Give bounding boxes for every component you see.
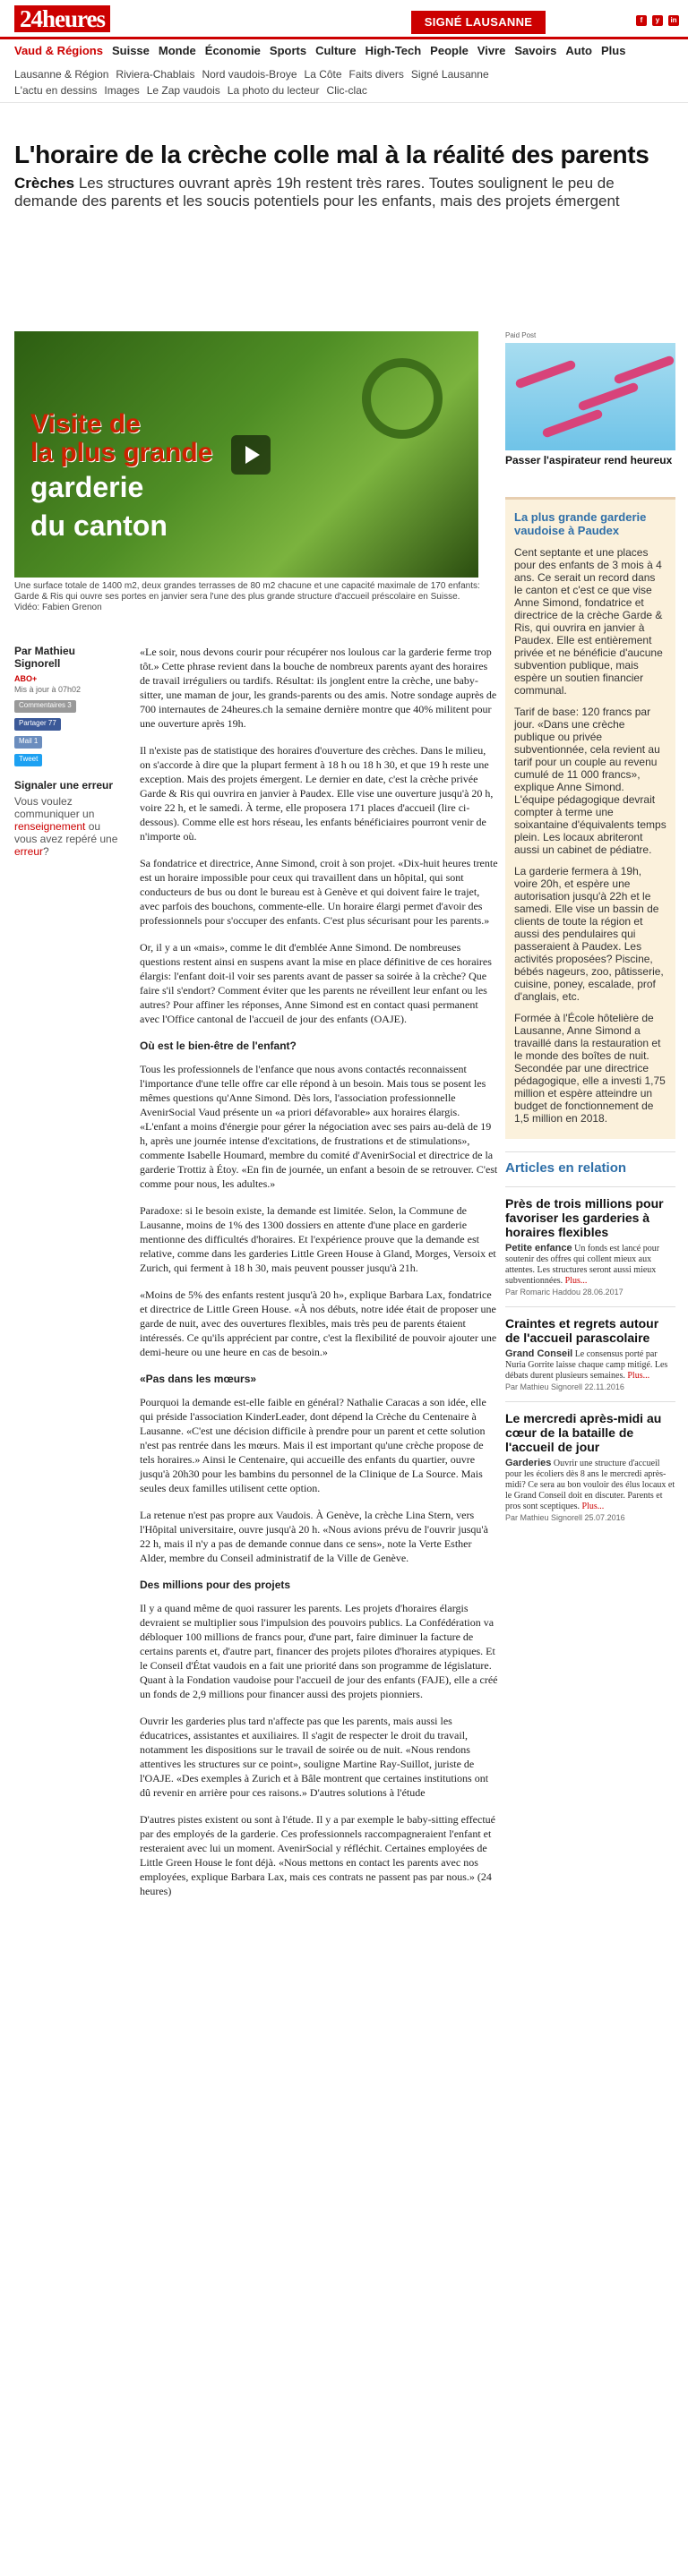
info-box-paragraph: Cent septante et une places pour des enfants de 3 mois à 4 ans. Ce serait un record dans le canton et c'est ce que vise Anne Simond, fondatrice et directrice de la crèche Garde & Ris, qui ouvrira en janvier à Paudex. Elle est entièrement privée et ne bénéficie d'aucune subvention publique, mais espère un soutien financier communal.: [514, 545, 663, 697]
report-error-link[interactable]: erreur: [14, 845, 44, 859]
related-item-text: Grand Conseil Le consensus porté par Nuria Gorrite laisse chaque camp mitigé. Les débats durent plusieurs semaines. Plus...: [505, 1348, 668, 1382]
article-header: [0, 103, 688, 210]
report-error-box: [14, 779, 120, 858]
article-meta: [14, 645, 120, 858]
lead-kicker: Crèches: [14, 175, 75, 192]
report-error-title: Signaler une erreur: [14, 779, 114, 792]
paid-post-label: Paid Post: [505, 331, 537, 339]
subheading-millions: Des millions pour des projets: [140, 1579, 291, 1591]
related-item-title[interactable]: Près de trois millions pour favoriser les garderies à horaires flexibles: [505, 1196, 664, 1240]
sub-nav-row-2: [14, 82, 674, 98]
subheading-wellbeing: Où est le bien-être de l'enfant?: [140, 1040, 297, 1052]
main-nav: [0, 39, 688, 62]
nav-people[interactable]: People: [430, 43, 469, 57]
paragraph: Sa fondatrice et directrice, Anne Simond, croit à son projet. «Dix-huit heures trente est un horaire impossible pour ceux qui travaillent dans un hôpital, qui sont conducteurs de bus ou dont le bureau est à Genève et qui doivent faire le trajet, avec parfois des bouchons, commente-elle. Un horaire élargi permet d'avoir des professionnels pour s'occuper des enfants. C'est plus sécurisant pour les parents.»: [140, 857, 498, 927]
paragraph: D'autres pistes existent ou sont à l'étude. Il y a par exemple le baby-sitting effectué par des employés de la garderie. Ces professionnels raccompagneraient l'enfant et resteraient avec lui un moment. AvenirSocial y réfléchit. Certaines employées de Little Green House le font déjà. «Nous mettons en contact les parents avec nos employées, explique Barbara Lax, mais ces contrats ne passent pas par nous.» (24 heures): [140, 1813, 495, 1897]
related-item-meta: Par Mathieu Signorell 25.07.2016: [505, 1513, 625, 1523]
paragraph: Tous les professionnels de l'enfance que nous avons contactés reconnaissent l'importance d'une telle offre car elle répond à un besoin. Mais tous se posent les mêmes questions qu'Anne Simond. Dès lors, l'association professionnelle AvenirSocial Vaud présente un «a priori défavorable» aux horaires élargis. «L'enfant a moins d'énergie pour gérer la négociation avec ses pairs au-delà de 19 h, après une journée intense d'excitations, de frustrations et de stimulations», commente Isabelle Houmard, membre du comité d'AvenirSocial et directrice de la garderie Trottiz à Étoy. «En fin de journée, un enfant a besoin de se retrouver. C'est comme pour nous, les adultes.»: [140, 1063, 498, 1190]
subnav-actu-dessins[interactable]: L'actu en dessins: [14, 83, 98, 97]
author-byline[interactable]: Par Mathieu Signorell: [14, 645, 76, 670]
nav-culture[interactable]: Culture: [315, 43, 357, 57]
paragraph: «Moins de 5% des enfants restent jusqu'à 20 h», explique Barbara Lax, fondatrice et directrice de Little Green House. «À nos débuts, notre idée était de proposer une garde de nuit, avec des ouvertures flexibles, mais très peu de parents étaient intéressés. Ce qu'ils apprécient par contre, c'est la flexibilité de pouvoir ajouter une demi-heure ou une heure en cas de besoin.»: [140, 1288, 497, 1358]
nav-monde[interactable]: Monde: [158, 43, 196, 57]
related-item[interactable]: [505, 1186, 675, 1297]
nav-plus[interactable]: Plus: [600, 43, 626, 57]
subheading-moeurs: «Pas dans les mœurs»: [140, 1373, 257, 1385]
info-box-paragraph: Formée à l'École hôtelière de Lausanne, Anne Simond a travaillé dans la restauration et le monde des boîtes de nuit. Secondée par une directrice pédagogique, elle a investi 1,75 million et espère atteindre un budget de fonctionnement de 1,5 million en 2018.: [514, 1011, 666, 1125]
info-box-paragraph: Tarif de base: 120 francs par jour. «Dans une crèche publique ou privée subventionnée, cela revient au tarif pour un couple au revenu cumulé de 11 000 francs», explique Anne Simond. L'équipe pédagogique devrait compter à terme une soixantaine d'équivalents temps plein. Les locaux abriteront aussi un cabinet de pédiatre.: [514, 705, 666, 856]
related-item-title[interactable]: Le mercredi après-midi au cœur de la bataille de l'accueil de jour: [505, 1411, 662, 1455]
paragraph: La retenue n'est pas propre aux Vaudois. À Genève, la crèche Lina Stern, vers l'Hôpital universitaire, ouvre jusqu'à 20 h. «Nous avions prévu de l'ouvrir jusqu'à 22 h, mais il n'y a pas de demande connue dans ce sens», note la Verte Esther Alder, membre du Conseil administratif de la Ville de Genève.: [140, 1509, 488, 1564]
related-articles: [505, 1151, 675, 1524]
related-more-link[interactable]: Plus...: [581, 1502, 605, 1512]
info-box-paragraph: La garderie fermera à 19h, voire 20h, et espère une autorisation jusqu'à 22h et le samedi. Elle vise un bassin de clients de toute la région et aussi des pendulaires qui passeraient à Paudex. Les activités proposées? Piscine, bébés nageurs, zoo, pâtisserie, cuisine, poney, escalade, prof d'anglais, etc.: [514, 864, 664, 1003]
article-lead: [14, 175, 673, 210]
ad-shape: [541, 408, 603, 438]
paragraph: Il n'existe pas de statistique des horaires d'ouverture des crèches. Dans le milieu, on s'accorde à dire que la plupart ferment à 18 h ou 18 h 30, et que 19 h reste une exception. Mais des projets émergent. Le dernier en date, c'est la crèche privée Garde & Ris qui ouvrira en janvier à Paudex. Elle vise une ouverture jusqu'à 20 h, voire 22 h, et le samedi. À terme, elle proposera 171 places d'accueil (lire ci-dessous). Comme elle est hors réseau, les enfants bénéficiaires pourront venir de n'importe où.: [140, 744, 494, 843]
paragraph: Paradoxe: si le besoin existe, la demande est limitée. Selon, la Commune de Lausanne, moins de 1% des 1300 dossiers en attente d'une place en garderie mentionne des difficultés d'horaires. Et l'expérience prouve que la demande est relative, comme dans les garderies Little Green House à Gland, Morges, Versoix et Zurich, qui ferment à 18 h 30, mais peuvent pousser jusqu'à 21h.: [140, 1204, 496, 1274]
tweet-button[interactable]: Tweet: [14, 754, 42, 766]
main-column: [14, 331, 498, 1897]
ad-title[interactable]: Passer l'aspirateur rend heureux: [505, 453, 673, 466]
top-bar: [0, 0, 688, 39]
youtube-icon[interactable]: y: [652, 15, 663, 26]
signe-lausanne-banner[interactable]: SIGNÉ LAUSANNE: [411, 11, 546, 34]
subnav-riviera-chablais[interactable]: Riviera-Chablais: [116, 67, 195, 81]
video-caption: Une surface totale de 1400 m2, deux grandes terrasses de 80 m2 chacune et une capacité maximale de 170 enfants: Garde & Ris qui ouvre ses portes en janvier sera l'une des plus grande structure d'accueil préscolaire en Suisse. Vidéo: Fabien Grenon: [14, 581, 480, 612]
social-links: [636, 15, 679, 26]
ad-shape: [613, 355, 675, 384]
nav-vaud-regions[interactable]: Vaud & Régions: [14, 43, 103, 57]
facebook-icon[interactable]: f: [636, 15, 647, 26]
nav-auto[interactable]: Auto: [565, 43, 592, 57]
paragraph: Or, il y a un «mais», comme le dit d'emblée Anne Simond. De nombreuses questions restent ainsi en suspens avant la mise en place définitive de ces horaires élargis: l'enfant doit-il voir ses parents avant de passer sa soirée à la crèche? Que faire s'il s'endort? Comment éviter que les parents ne réveillent leur enfant ou les autres? Pour affiner les réponses, Anne Simond est en contact quasi permanent avec l'Office cantonal de l'accueil de jour des enfants (OAJE).: [140, 941, 492, 1025]
subnav-signe-lausanne[interactable]: Signé Lausanne: [410, 67, 489, 81]
paragraph: Pourquoi la demande est-elle faible en général? Nathalie Caracas a son idée, elle qui préside l'association KinderLeader, dont dépend la Crèche du Centenaire à Lausanne. «C'est une décision difficile à prendre pour un parent et cette solution n'est pas rentrée dans les mœurs. Mais il est important qu'une crèche propose de tels horaires.» Ainsi le Centenaire, qui accueille des enfants du quartier, ouvre jusqu'à 20h30 pour les bambins du personnel de la Clinique de La Source. Mais seules deux familles utilisent cette option.: [140, 1396, 486, 1494]
abo-badge: ABO+: [14, 674, 38, 683]
related-item[interactable]: [505, 1306, 675, 1392]
related-item-meta: Par Mathieu Signorell 22.11.2016: [505, 1382, 624, 1392]
info-box: [505, 497, 675, 1139]
related-item-text: Garderies Ouvrir une structure d'accueil pour les écoliers dès 8 ans le mercredi après-midi? Ce sera au bon vouloir des élus locaux et le Grand Conseil doit en discuter. Parents et pros sont sceptiques. Plus...: [505, 1458, 675, 1512]
sub-nav-row-1: [14, 66, 674, 82]
ad-shape: [514, 359, 576, 389]
related-title: Articles en relation: [505, 1160, 627, 1176]
paragraph: Il y a quand même de quoi rassurer les parents. Les projets d'horaires élargis devraient se multiplier sous l'impulsion des pouvoirs publics. La Confédération va débloquer 100 millions de francs pour, d'une part, faire diminuer la facture de certains parents et, d'autre part, financer des projets pilotes d'horaires atypiques. Et le Conseil d'État vaudois en a fait une priorité dans son programme de législature. Quant à la Fondation vaudoise pour l'accueil de jour des enfants (FAJE), elle a créé un fonds de 2,9 millions pour financer aussi des projets pionniers.: [140, 1602, 498, 1700]
related-more-link[interactable]: Plus...: [564, 1276, 588, 1287]
facebook-share-button[interactable]: Partager 77: [14, 718, 61, 731]
right-sidebar: [505, 331, 675, 1523]
comments-button[interactable]: Commentaires 3: [14, 700, 76, 713]
related-item-meta: Par Romaric Haddou 28.06.2017: [505, 1288, 624, 1297]
nav-savoirs[interactable]: Savoirs: [514, 43, 557, 57]
report-error-text: Vous voulez communiquer un renseignement ou vous avez repéré une erreur?: [14, 795, 118, 859]
paragraph: Ouvrir les garderies plus tard n'affecte pas que les parents, mais aussi les éducatrices, assistantes et auxiliaires. Il s'agit de respecter le droit du travail, notamment les dispositions sur le travail de soirée ou de nuit. «Nous rendons attentives les structures sur ce point», souligne Martine Ray-Suillot, juriste de l'OAJE. «Des exemples à Zurich et à Bâle montrent que certaines institutions ont dû revenir en arrière pour ces raisons.» D'autres solutions à l'étude: [140, 1715, 489, 1799]
nav-economie[interactable]: Économie: [204, 43, 261, 57]
ad-image[interactable]: [505, 343, 675, 450]
nav-high-tech[interactable]: High-Tech: [365, 43, 422, 57]
linkedin-icon[interactable]: in: [668, 15, 679, 26]
subnav-zap-vaudois[interactable]: Le Zap vaudois: [146, 83, 220, 97]
article-body: [140, 645, 498, 1911]
nav-sports[interactable]: Sports: [269, 43, 307, 57]
nav-vivre[interactable]: Vivre: [477, 43, 506, 57]
sub-nav: [0, 62, 688, 103]
video-subtitle-overlay: garderie du canton: [30, 471, 168, 543]
video-title-overlay: Visite de la plus grande: [30, 409, 213, 467]
lead-text: Les structures ouvrant après 19h restent très rares. Toutes soulignent le peu de demande des parents et les soucis potentiels pour les enfants, mais des projets émergent: [14, 175, 620, 210]
subnav-faits-divers[interactable]: Faits divers: [348, 67, 404, 81]
article-title: L'horaire de la crèche colle mal à la réalité des parents: [14, 141, 649, 168]
subnav-images[interactable]: Images: [104, 83, 140, 97]
mail-share-button[interactable]: Mail 1: [14, 736, 42, 749]
related-more-link[interactable]: Plus...: [627, 1371, 650, 1382]
ad-shape: [577, 381, 639, 411]
subnav-la-cote[interactable]: La Côte: [304, 67, 342, 81]
subnav-photo-lecteur[interactable]: La photo du lecteur: [227, 83, 320, 97]
info-box-title: La plus grande garderie vaudoise à Paudex: [514, 509, 647, 537]
site-logo[interactable]: 24heures: [14, 5, 110, 32]
video-player[interactable]: [14, 331, 478, 578]
subnav-lausanne-region[interactable]: Lausanne & Région: [14, 67, 109, 81]
play-icon[interactable]: [231, 435, 271, 475]
subnav-nord-vaudois-broye[interactable]: Nord vaudois-Broye: [202, 67, 297, 81]
subnav-clic-clac[interactable]: Clic-clac: [326, 83, 367, 97]
update-time: Mis à jour à 07h02: [14, 685, 82, 695]
paragraph: «Le soir, nous devons courir pour récupérer nos loulous car la garderie ferme trop tôt.» Cette phrase revient dans la bouche de nombreux parents ayant des horaires de travail irréguliers ou tardifs. Résultat: ils jonglent entre la crèche, une baby-sitter, une maman de jour, les grands-parents ou des amis. Notre sondage auprès de 700 internautes de 24heures.ch la semaine dernière montre que 40% militent pour une ouverture après 19h.: [140, 646, 497, 730]
report-info-link[interactable]: renseignement: [14, 820, 86, 834]
video-tunnel-graphic: [362, 358, 443, 439]
related-item-text: Petite enfance Un fonds est lancé pour soutenir des offres qui collent mieux aux attentes. Les structures seront aussi mieux subventionnées. Plus...: [505, 1243, 660, 1287]
nav-suisse[interactable]: Suisse: [111, 43, 150, 57]
related-item[interactable]: [505, 1401, 675, 1523]
related-item-title[interactable]: Craintes et regrets autour de l'accueil parascolaire: [505, 1316, 659, 1346]
